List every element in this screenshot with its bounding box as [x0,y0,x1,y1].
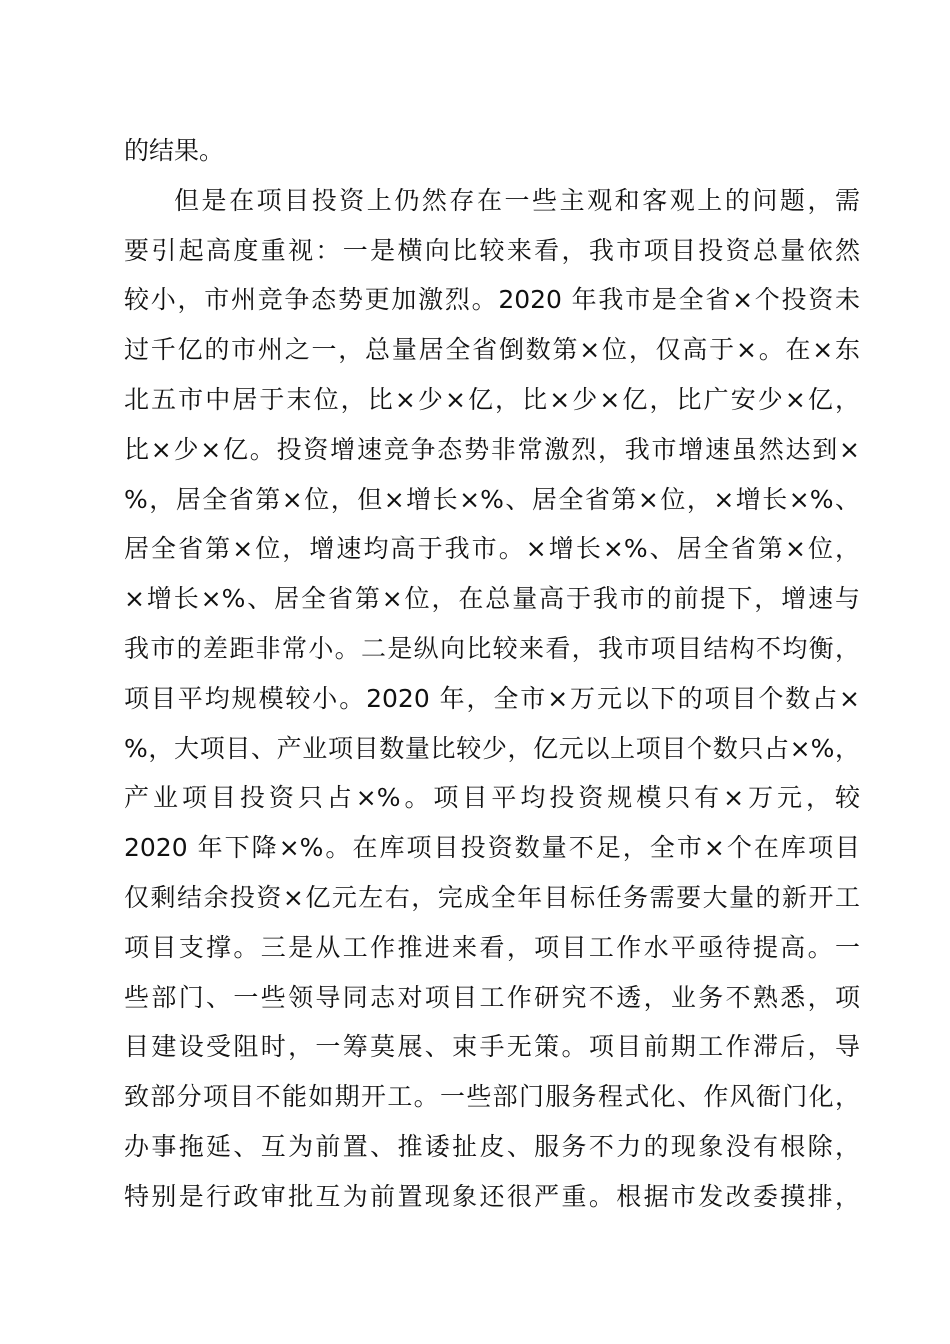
text-line: 目建设受阻时，一筹莫展、束手无策。项目前期工作滞后，导 [124,1032,860,1062]
text-line: 我市的差距非常小。二是纵向比较来看，我市项目结构不均衡， [124,633,860,663]
text-line: 居全省第×位，增速均高于我市。×增长×%、居全省第×位， [124,534,860,564]
text-line: 要引起高度重视：一是横向比较来看，我市项目投资总量依然 [124,235,860,265]
text-line: 北五市中居于末位，比×少×亿，比×少×亿，比广安少×亿， [124,384,860,414]
text-line: 项目平均规模较小。2020 年，全市×万元以下的项目个数占× [124,683,860,713]
text-line: 的结果。 [124,136,225,165]
text-line: 仅剩结余投资×亿元左右，完成全年目标任务需要大量的新开工 [124,882,860,912]
text-line: 产业项目投资只占×%。项目平均投资规模只有×万元，较 [124,783,860,813]
paragraph-first-line: 但是在项目投资上仍然存在一些主观和客观上的问题，需 [174,185,860,215]
text-line: 过千亿的市州之一，总量居全省倒数第×位，仅高于×。在×东 [124,335,860,365]
text-line: %，大项目、产业项目数量比较少，亿元以上项目个数只占×%， [124,733,860,763]
text-line: 些部门、一些领导同志对项目工作研究不透，业务不熟悉，项 [124,982,860,1012]
text-line: 2020 年下降×%。在库项目投资数量不足，全市×个在库项目 [124,833,860,863]
text-line: 项目支撑。三是从工作推进来看，项目工作水平亟待提高。一 [124,932,860,962]
text-line: ×增长×%、居全省第×位，在总量高于我市的前提下，增速与 [124,584,860,614]
text-line: 办事拖延、互为前置、推诿扯皮、服务不力的现象没有根除， [124,1131,860,1161]
body-text [124,126,864,1222]
text-line: 比×少×亿。投资增速竞争态势非常激烈，我市增速虽然达到× [124,434,860,464]
text-line: 较小，市州竞争态势更加激烈。2020 年我市是全省×个投资未 [124,285,860,315]
text-line: %，居全省第×位，但×增长×%、居全省第×位，×增长×%、 [124,484,860,514]
text-line: 致部分项目不能如期开工。一些部门服务程式化、作风衙门化， [124,1082,860,1112]
text-line: 特别是行政审批互为前置现象还很严重。根据市发改委摸排， [124,1181,860,1211]
